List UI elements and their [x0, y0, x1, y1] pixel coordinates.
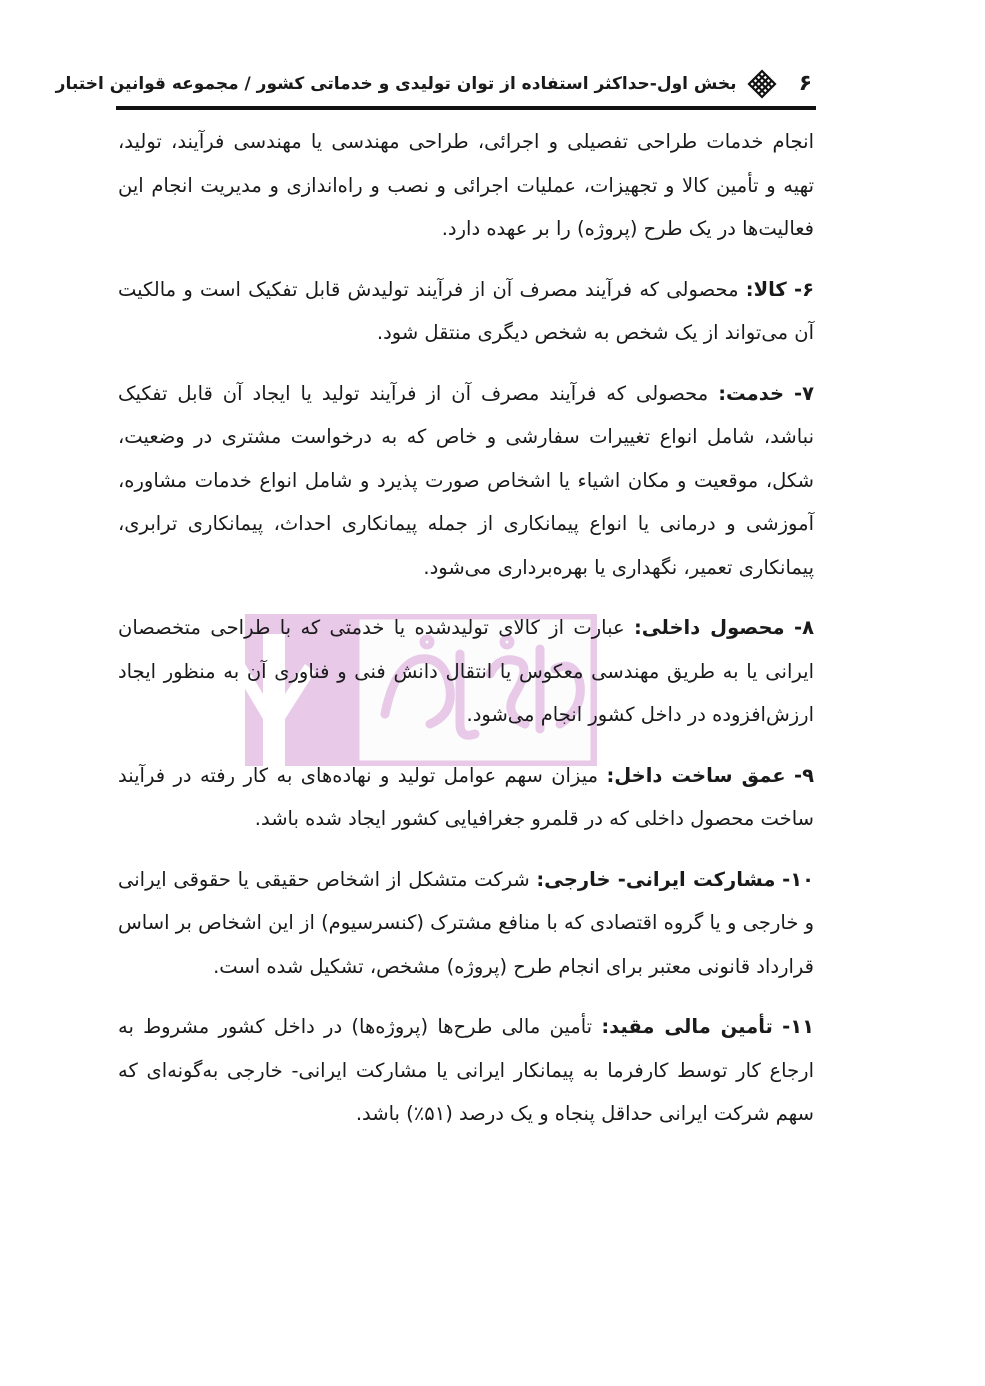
body-text [118, 120, 814, 1153]
definition-8-domestic-product [118, 606, 814, 737]
definition-text: تأمین مالی طرح‌ها (پروژه‌ها) در داخل کشور مشروط به ارجاع کار توسط کارفرما به پیمانکار ایرانی یا مشارکت ایرانی- خارجی به‌گونه‌ای که سهم شرکت ایرانی حداقل پنجاه و یک درصد (۵۱٪) باشد. [118, 1015, 814, 1125]
definition-6-goods [118, 268, 814, 355]
definition-term: محصول داخلی: [633, 616, 785, 639]
definition-number: ۷- [794, 381, 815, 405]
definition-term: مشارکت ایرانی- خارجی: [536, 867, 776, 891]
definition-text: عبارت از کالای تولیدشده یا خدمتی که با طراحی متخصصان ایرانی یا به طریق مهندسی معکوس یا انتقال دانش فنی و فناوری آن به منظور ایجاد ارزش‌افزوده در داخل کشور انجام می‌شود. [118, 616, 814, 726]
definition-text: شرکت متشکل از اشخاص حقیقی یا حقوقی ایرانی و خارجی و یا گروه اقتصادی که با منافع مشترک (کنسرسیوم) از این اشخاص بر اساس قرارداد قانونی معتبر برای انجام طرح (پروژه) مشخص، تشکیل شده است. [118, 867, 814, 978]
definition-term: عمق ساخت داخل: [606, 763, 786, 787]
diamond-lattice-icon [747, 69, 777, 99]
paragraph-text: انجام خدمات طراحی تفصیلی و اجرائی، طراحی مهندسی یا مهندسی فرآیند، تولید، تهیه و تأمین کالا و تجهیزات، عملیات اجرائی و نصب و راه‌اندازی و مدیریت انجام این فعالیت‌ها در یک طرح (پروژه) را بر عهده دارد. [118, 130, 814, 240]
page-number: ۶ [798, 71, 812, 96]
header-rule [116, 106, 816, 110]
paragraph-intro [118, 120, 814, 251]
definition-10-iranian-foreign-partnership [118, 858, 814, 989]
definition-term: کالا: [745, 277, 787, 301]
running-header [55, 66, 816, 102]
definition-text: میزان سهم عوامل تولید و نهاده‌های به کار رفته در فرآیند ساخت محصول داخلی که در قلمرو جغرافیایی کشور ایجاد شده باشد. [118, 763, 814, 830]
definition-text: محصولی که فرآیند مصرف آن از فرآیند تولیدش قابل تفکیک است و مالکیت آن می‌تواند از یک شخص به شخص دیگری منتقل شود. [118, 277, 814, 344]
definition-number: ۶- [794, 277, 815, 301]
definition-text: محصولی که فرآیند مصرف آن از فرآیند تولید یا ایجاد آن قابل تفکیک نباشد، شامل انواع تغییرات سفارشی و خاص که به درخواست مشتری در وضعیت، شکل، موقعیت و مکان اشیاء یا اشخاص صورت پذیرد و شامل انواع خدمات مشاوره، آموزشی و درمانی یا انواع پیمانکاری از جمله پیمانکاری احداث، پیمانکاری ترابری، پیمانکاری تعمیر، نگهداری یا بهره‌برداری می‌شود. [118, 381, 814, 579]
definition-number: ۱۰- [782, 867, 815, 891]
definition-11-tied-financing [118, 1005, 814, 1136]
definition-term: تأمین مالی مقید: [601, 1015, 773, 1038]
definition-term: خدمت: [718, 381, 785, 405]
definition-9-domestic-depth [118, 754, 814, 841]
definition-number: ۸- [794, 616, 814, 639]
running-header-title: بخش اول-حداکثر استفاده از توان تولیدی و خدماتی کشور / مجموعه قوانین اختبار [55, 74, 737, 94]
definition-7-service [118, 372, 814, 590]
definition-number: ۹- [794, 763, 815, 787]
definition-number: ۱۱- [782, 1015, 815, 1038]
